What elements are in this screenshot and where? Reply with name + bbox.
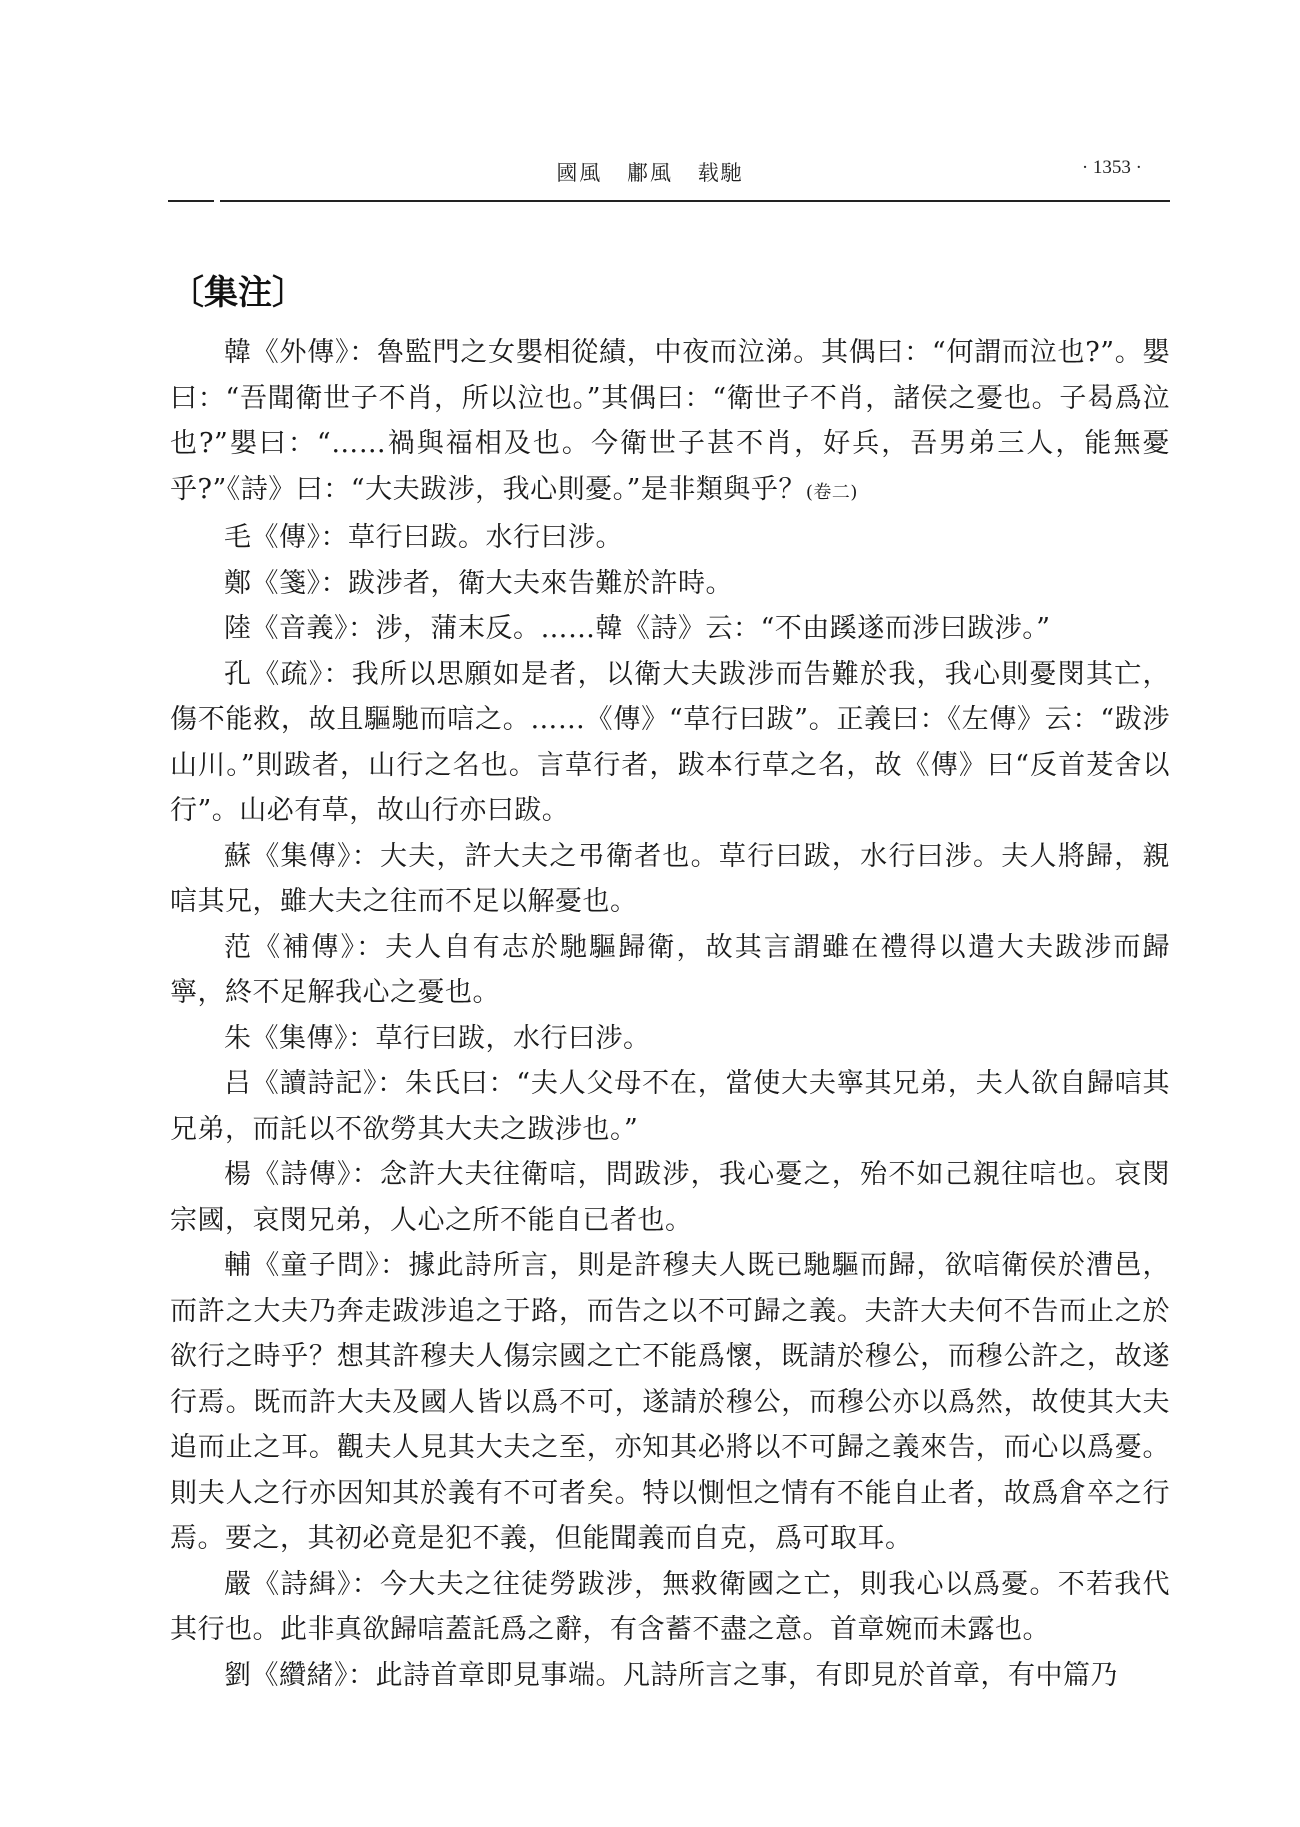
commentary-paragraph: 嚴《詩緝》：今大夫之往徒勞跋涉，無救衛國之亡，則我心以爲憂。不若我代其行也。此非真欲歸唁蓋託爲之辭，有含蓄不盡之意。首章婉而未露也。 <box>170 1568 1170 1645</box>
commentary-paragraph: 范《補傳》：夫人自有志於馳驅歸衛，故其言謂雖在禮得以遣大夫跋涉而歸寧，終不足解我心之憂也。 <box>170 931 1170 1008</box>
commentary-paragraph: 蘇《集傳》：大夫，許大夫之弔衛者也。草行曰跋，水行曰涉。夫人將歸，親唁其兄，雖大夫之往而不足以解憂也。 <box>170 840 1170 917</box>
header-title-part: 國風 <box>556 161 603 185</box>
commentary-body <box>170 330 1170 1698</box>
commentary-paragraph: 楊《詩傳》：念許大夫往衛唁，問跋涉，我心憂之，殆不如己親往唁也。哀閔宗國，哀閔兄弟，人心之所不能自已者也。 <box>170 1159 1170 1236</box>
volume-reference: (卷二) <box>805 481 858 503</box>
paragraph-text: 韓《外傳》：魯監門之女嬰相從績，中夜而泣涕。其偶曰：“何謂而泣也?”。嬰曰：“吾聞衛世子不肖，所以泣也。”其偶曰：“衛世子不肖，諸侯之憂也。子曷爲泣也?”嬰曰：“……禍與福相及也。今衛世子甚不肖，好兵，吾男弟三人，能無憂乎?”《詩》曰：“大夫跋涉，我心則憂。”是非類與乎？ <box>170 337 1170 505</box>
commentary-paragraph: 朱《集傳》：草行曰跋，水行曰涉。 <box>224 1022 651 1054</box>
commentary-paragraph: 輔《童子問》：據此詩所言，則是許穆夫人既已馳驅而歸，欲唁衛侯於漕邑，而許之大夫乃奔走跋涉追之于路，而告之以不可歸之義。夫許大夫何不告而止之於欲行之時乎？想其許穆夫人傷宗國之亡不能爲懷，既請於穆公，而穆公許之，故遂行焉。既而許大夫及國人皆以爲不可，遂請於穆公，而穆公亦以爲然，故使其大夫追而止之耳。觀夫人見其大夫之至，亦知其必將以不可歸之義來告，而心以爲憂。則夫人之行亦因知其於義有不可者矣。特以惻怛之情有不能自止者，故爲倉卒之行焉。要之，其初必竟是犯不義，但能聞義而自克，爲可取耳。 <box>170 1250 1170 1554</box>
commentary-paragraph <box>170 330 1170 515</box>
header-rule <box>168 200 1170 202</box>
header-rule-gap <box>214 196 220 206</box>
page-number: · 1353 · <box>1081 157 1142 178</box>
commentary-paragraph: 陸《音義》：涉，蒲末反。……韓《詩》云：“不由蹊遂而涉曰跋涉。” <box>224 613 1051 644</box>
commentary-paragraph: 劉《纘緒》：此詩首章即見事端。凡詩所言之事，有即見於首章，有中篇乃 <box>224 1659 1118 1691</box>
commentary-paragraph: 毛《傳》：草行曰跋。水行曰涉。 <box>224 522 623 553</box>
header-title-part: 鄘風 <box>627 161 673 185</box>
commentary-paragraph: 孔《疏》：我所以思願如是者，以衛大夫跋涉而告難於我，我心則憂閔其亡，傷不能救，故且驅馳而唁之。……《傳》“草行曰跋”。正義曰：《左傳》云：“跋涉山川。”則跋者，山行之名也。言草行者，跋本行草之名，故《傳》曰“反首茇舍以行”。山必有草，故山行亦曰跋。 <box>170 658 1170 826</box>
section-heading: 〔集注〕 <box>170 273 306 313</box>
commentary-paragraph: 鄭《箋》：跋涉者，衛大夫來告難於許時。 <box>224 567 733 599</box>
header-title-part: 载馳 <box>697 161 744 185</box>
commentary-paragraph: 吕《讀詩記》：朱氏曰：“夫人父母不在，當使大夫寧其兄弟，夫人欲自歸唁其兄弟，而託以不欲勞其大夫之跋涉也。” <box>170 1068 1170 1145</box>
